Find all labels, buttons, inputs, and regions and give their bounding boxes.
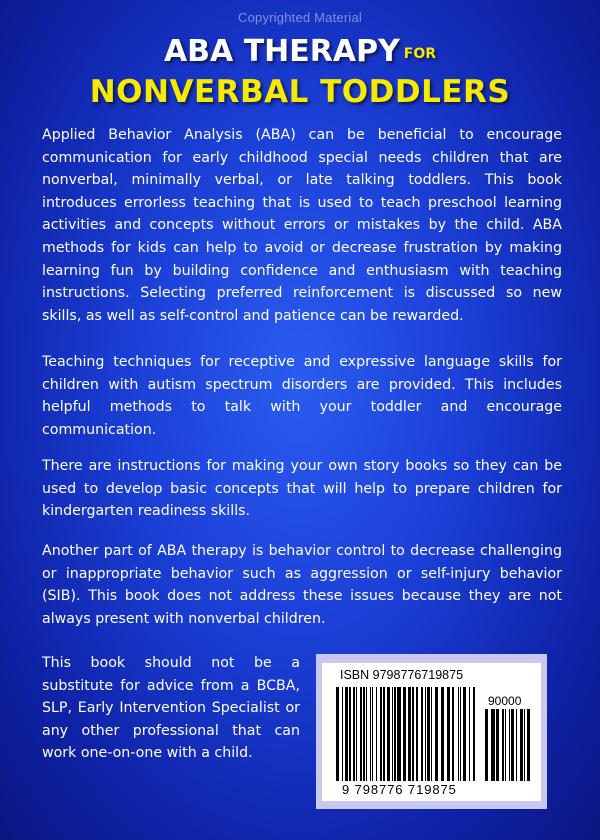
barcode-bar	[427, 687, 430, 781]
barcode-bar	[349, 687, 351, 781]
barcode-bar	[360, 687, 362, 781]
barcode-bar	[397, 687, 401, 781]
title-for: FOR	[403, 46, 437, 62]
barcode-bar	[387, 687, 390, 781]
barcode-bar	[394, 687, 396, 781]
barcode-bar	[463, 687, 466, 781]
barcode-bar	[524, 709, 525, 781]
barcode-bar	[380, 687, 382, 781]
barcode-bar	[505, 709, 506, 781]
barcode-bar	[435, 687, 438, 781]
barcode-graphic	[322, 663, 541, 801]
barcode-bar	[342, 687, 343, 781]
barcode-bar	[403, 687, 406, 781]
barcode-bar	[511, 709, 514, 781]
isbn-barcode-box	[322, 663, 541, 801]
barcode-bar	[473, 687, 475, 781]
barcode-bar	[516, 709, 517, 781]
description-paragraph-1: Applied Behavior Analysis (ABA) can be beneficial to encourage communication for early childhood special needs children that are nonverbal, minimally verbal, or late talking toddlers. This book introduces errorless teaching that is used to teach preschool learning activities and concepts without errors or mistakes by the child. ABA methods for kids can help to avoid or decrease frustration by making learning fun by building confidence and enthusiasm with teaching instructions. Selecting preferred reinforcement is discussed so new skills, as well as self-control and patience can be rewarded.	[42, 127, 562, 324]
barcode-bar	[408, 687, 411, 781]
addon-barcode-bars	[485, 709, 530, 781]
description-paragraph-2: Teaching techniques for receptive and expressive language skills for children with autism spectrum disorders are provided. This includes helpful methods to talk with your toddler and encourage communication.	[42, 354, 562, 438]
barcode-bar	[491, 709, 495, 781]
description-paragraph-3: There are instructions for making your own story books so they can be used to develop basic concepts that will help to prepare children for kindergarten readiness skills.	[42, 458, 562, 520]
barcode-bar	[509, 709, 510, 781]
barcode-bar	[527, 709, 530, 781]
barcode-bar	[520, 709, 523, 781]
disclaimer-paragraph: This book should not be a substitute for advice from a BCBA, SLP, Early Intervention Specialist or any other professional that can work one-on-one with a child.	[42, 655, 300, 762]
barcode-bar	[370, 687, 371, 781]
description-paragraph-4: Another part of ABA therapy is behavior control to decrease challenging or inappropriate behavior such as aggression or self-injury behavior (SIB). This book does not address these issues because they are not always present with nonverbal children.	[42, 543, 562, 627]
barcode-bar	[376, 687, 377, 781]
barcode-bar	[460, 687, 461, 781]
barcode-bar	[345, 687, 348, 781]
title-main: ABA THERAPY	[163, 34, 400, 69]
barcode-bar	[452, 687, 454, 781]
book-title-line1	[0, 32, 600, 74]
barcode-bar	[383, 687, 385, 781]
barcode-bar	[392, 687, 393, 781]
barcode-bar	[469, 687, 470, 781]
barcode-bar	[366, 687, 367, 781]
barcode-bar	[485, 709, 488, 781]
isbn-label: ISBN 9798776719875	[340, 668, 464, 682]
barcode-bar	[496, 709, 499, 781]
barcode-bar	[412, 687, 414, 781]
ean-barcode-bars	[336, 687, 475, 781]
barcode-bar	[447, 687, 450, 781]
book-title-line2: NONVERBAL TODDLERS	[89, 74, 511, 110]
barcode-bar	[416, 687, 418, 781]
barcode-bar	[441, 687, 444, 781]
barcode-digits: 9 798776 719875	[342, 782, 457, 797]
barcode-bar	[336, 687, 339, 781]
barcode-bar	[502, 709, 504, 781]
barcode-bar	[458, 687, 459, 781]
barcode-bar	[421, 687, 423, 781]
price-code: 90000	[488, 694, 522, 708]
barcode-bar	[353, 687, 355, 781]
barcode-bar	[425, 687, 426, 781]
barcode-bar	[431, 687, 432, 781]
barcode-bar	[356, 687, 357, 781]
copyright-watermark: Copyrighted Material	[238, 10, 362, 25]
barcode-bar	[372, 687, 373, 781]
barcode-bar	[363, 687, 365, 781]
